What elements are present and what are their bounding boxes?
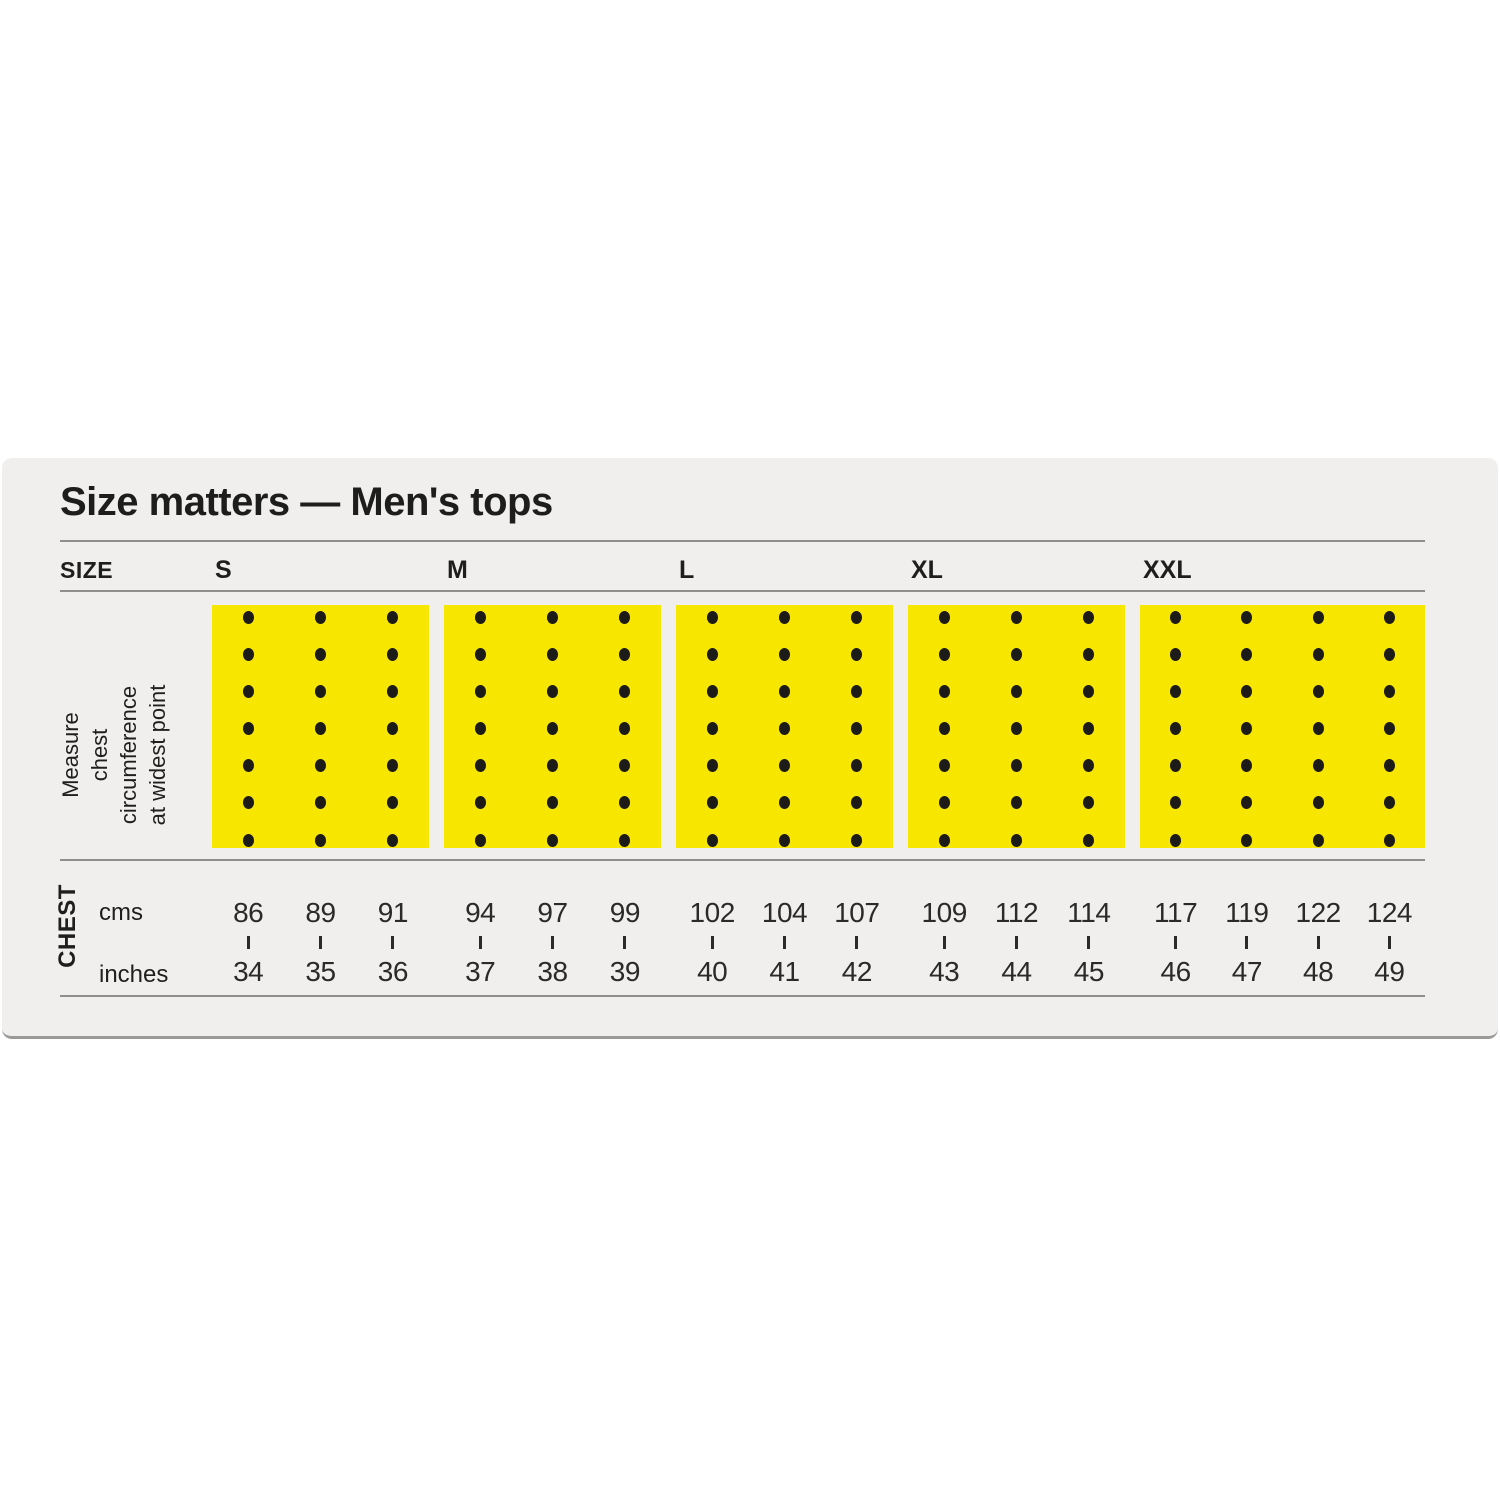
cms-value: 112 [994,897,1039,928]
cms-row-label: cms [99,899,143,926]
dot-icon [619,834,630,847]
range-dash [855,936,858,949]
inches-value: 40 [697,956,728,987]
range-dash [943,936,946,949]
dot-icon [1313,611,1324,624]
range-dash [711,936,714,949]
dot-icon [779,648,790,661]
dot-icon [939,611,950,624]
inches-value: 38 [537,956,568,987]
range-dash [1245,936,1248,949]
dot-icon [1170,834,1181,847]
size-column-header: SIZE [60,557,114,583]
divider-under-blocks [60,859,1425,861]
dot-icon [243,722,254,735]
divider-bottom [60,995,1425,997]
dot-icon [1011,685,1022,698]
dot-icon [707,685,718,698]
dot-icon [475,685,486,698]
dot-icon [779,759,790,772]
cms-value: 94 [465,897,496,928]
cms-value: 99 [609,897,640,928]
measurement-column-m-3 [580,898,670,987]
divider-top [60,540,1425,542]
measure-instruction-line: at widest point [145,684,170,826]
measurement-column-l-3 [812,898,902,987]
range-dash [1317,936,1320,949]
dot-icon [243,685,254,698]
dot-icon [1313,796,1324,809]
dot-icon [1083,834,1094,847]
cms-value: 117 [1154,897,1198,928]
dot-icon [1170,796,1181,809]
cms-value: 89 [305,897,336,928]
dot-icon [619,611,630,624]
size-chart-panel [2,458,1498,1039]
size-label-s: S [215,556,232,584]
cms-value: 97 [537,897,568,928]
dot-icon [547,759,558,772]
dot-icon [851,685,862,698]
cms-value: 119 [1225,897,1269,928]
dot-icon [387,648,398,661]
dot-icon [1384,611,1395,624]
dot-icon [851,759,862,772]
dot-icon [475,611,486,624]
dot-icon [475,759,486,772]
dot-icon [475,722,486,735]
page-title: Size matters — Men's tops [60,480,553,524]
dot-icon [707,834,718,847]
dot-icon [619,685,630,698]
dot-icon [1011,722,1022,735]
size-label-xxl: XXL [1143,556,1192,584]
dot-icon [619,722,630,735]
dot-icon [387,685,398,698]
cms-value: 109 [921,897,967,928]
dot-icon [547,796,558,809]
dot-icon [387,796,398,809]
dot-block-m [444,605,661,848]
dot-icon [707,759,718,772]
cms-value: 102 [689,897,735,928]
measurement-column-xxl-4 [1344,898,1434,987]
dot-icon [851,834,862,847]
range-dash [551,936,554,949]
inches-value: 46 [1160,956,1191,987]
size-label-m: M [447,556,468,584]
dot-icon [939,648,950,661]
range-dash [479,936,482,949]
range-dash [1174,936,1177,949]
dot-icon [1170,759,1181,772]
inches-value: 35 [305,956,336,987]
dot-icon [1170,685,1181,698]
dot-icon [1083,611,1094,624]
dot-icon [1083,648,1094,661]
dot-icon [779,722,790,735]
range-dash [1087,936,1090,949]
range-dash [783,936,786,949]
dot-icon [315,722,326,735]
dot-icon [1170,648,1181,661]
dot-icon [243,611,254,624]
dot-icon [1011,611,1022,624]
dot-icon [1384,722,1395,735]
dot-icon [1170,722,1181,735]
dot-icon [547,685,558,698]
inches-value: 34 [233,956,264,987]
cms-value: 124 [1366,897,1412,928]
dot-icon [939,834,950,847]
dot-icon [547,834,558,847]
dot-icon [1241,759,1252,772]
dot-icon [1170,611,1181,624]
inches-value: 36 [377,956,408,987]
dot-icon [1083,722,1094,735]
dot-icon [1011,648,1022,661]
range-dash [391,936,394,949]
dot-icon [1083,759,1094,772]
dot-icon [779,834,790,847]
cms-value: 91 [377,897,408,928]
dot-icon [547,648,558,661]
dot-icon [315,611,326,624]
cms-value: 122 [1295,897,1341,928]
dot-icon [1313,834,1324,847]
dot-icon [851,796,862,809]
dot-icon [1384,759,1395,772]
divider-under-sizes [60,590,1425,592]
dot-icon [1241,722,1252,735]
measurement-column-xl-3 [1044,898,1134,987]
dot-icon [779,796,790,809]
range-dash [247,936,250,949]
inches-value: 39 [609,956,640,987]
dot-icon [1313,722,1324,735]
range-dash [623,936,626,949]
dot-icon [1083,796,1094,809]
measure-instruction-line: chest [87,728,112,782]
dot-icon [851,611,862,624]
range-dash [1388,936,1391,949]
dot-icon [1083,685,1094,698]
dot-icon [547,611,558,624]
cms-value: 107 [834,897,880,928]
dot-icon [707,648,718,661]
dot-icon [1011,834,1022,847]
range-dash [319,936,322,949]
dot-icon [707,722,718,735]
dot-icon [387,722,398,735]
dot-icon [1313,648,1324,661]
inches-row-label: inches [99,961,169,988]
dot-icon [939,685,950,698]
cms-value: 86 [233,897,264,928]
dot-icon [1384,685,1395,698]
dot-icon [1241,834,1252,847]
chest-row-group-label: CHEST [54,884,81,968]
dot-icon [707,796,718,809]
dot-icon [1313,759,1324,772]
measure-instruction-line: circumference [116,685,141,825]
inches-value: 47 [1231,956,1262,987]
inches-value: 42 [841,956,872,987]
cms-value: 104 [761,897,808,928]
dot-icon [1384,796,1395,809]
dot-icon [619,796,630,809]
dot-icon [851,648,862,661]
dot-icon [475,796,486,809]
inches-value: 37 [465,956,496,987]
dot-block-l [676,605,893,848]
dot-icon [619,759,630,772]
dot-icon [387,834,398,847]
size-label-xl: XL [911,556,943,584]
dot-icon [1241,796,1252,809]
dot-icon [315,685,326,698]
inches-value: 44 [1001,956,1032,987]
dot-icon [387,759,398,772]
dot-icon [315,796,326,809]
measure-instruction-line: Measure [58,712,83,798]
dot-icon [243,834,254,847]
dot-icon [1384,648,1395,661]
dot-icon [1011,796,1022,809]
size-label-l: L [679,556,695,584]
dot-icon [475,834,486,847]
dot-icon [779,611,790,624]
dot-icon [1313,685,1324,698]
inches-value: 43 [929,956,960,987]
dot-icon [779,685,790,698]
dot-icon [475,648,486,661]
inches-value: 45 [1073,956,1104,987]
dot-block-xl [908,605,1125,848]
inches-value: 48 [1303,956,1334,987]
dot-icon [851,722,862,735]
dot-icon [939,722,950,735]
dot-icon [243,796,254,809]
dot-icon [939,759,950,772]
dot-icon [1241,611,1252,624]
dot-icon [243,648,254,661]
measurement-column-s-3 [348,898,438,987]
dot-icon [1241,648,1252,661]
inches-value: 49 [1374,956,1405,987]
range-dash [1015,936,1018,949]
dot-icon [1241,685,1252,698]
inches-value: 41 [769,956,800,987]
dot-icon [315,759,326,772]
dot-icon [939,796,950,809]
cms-value: 114 [1067,897,1111,928]
dot-icon [387,611,398,624]
dot-icon [1384,834,1395,847]
dot-block-s [212,605,429,848]
dot-icon [547,722,558,735]
dot-icon [619,648,630,661]
dot-icon [315,834,326,847]
dot-icon [243,759,254,772]
dot-icon [707,611,718,624]
dot-icon [315,648,326,661]
dot-icon [1011,759,1022,772]
dot-block-xxl [1140,605,1425,848]
